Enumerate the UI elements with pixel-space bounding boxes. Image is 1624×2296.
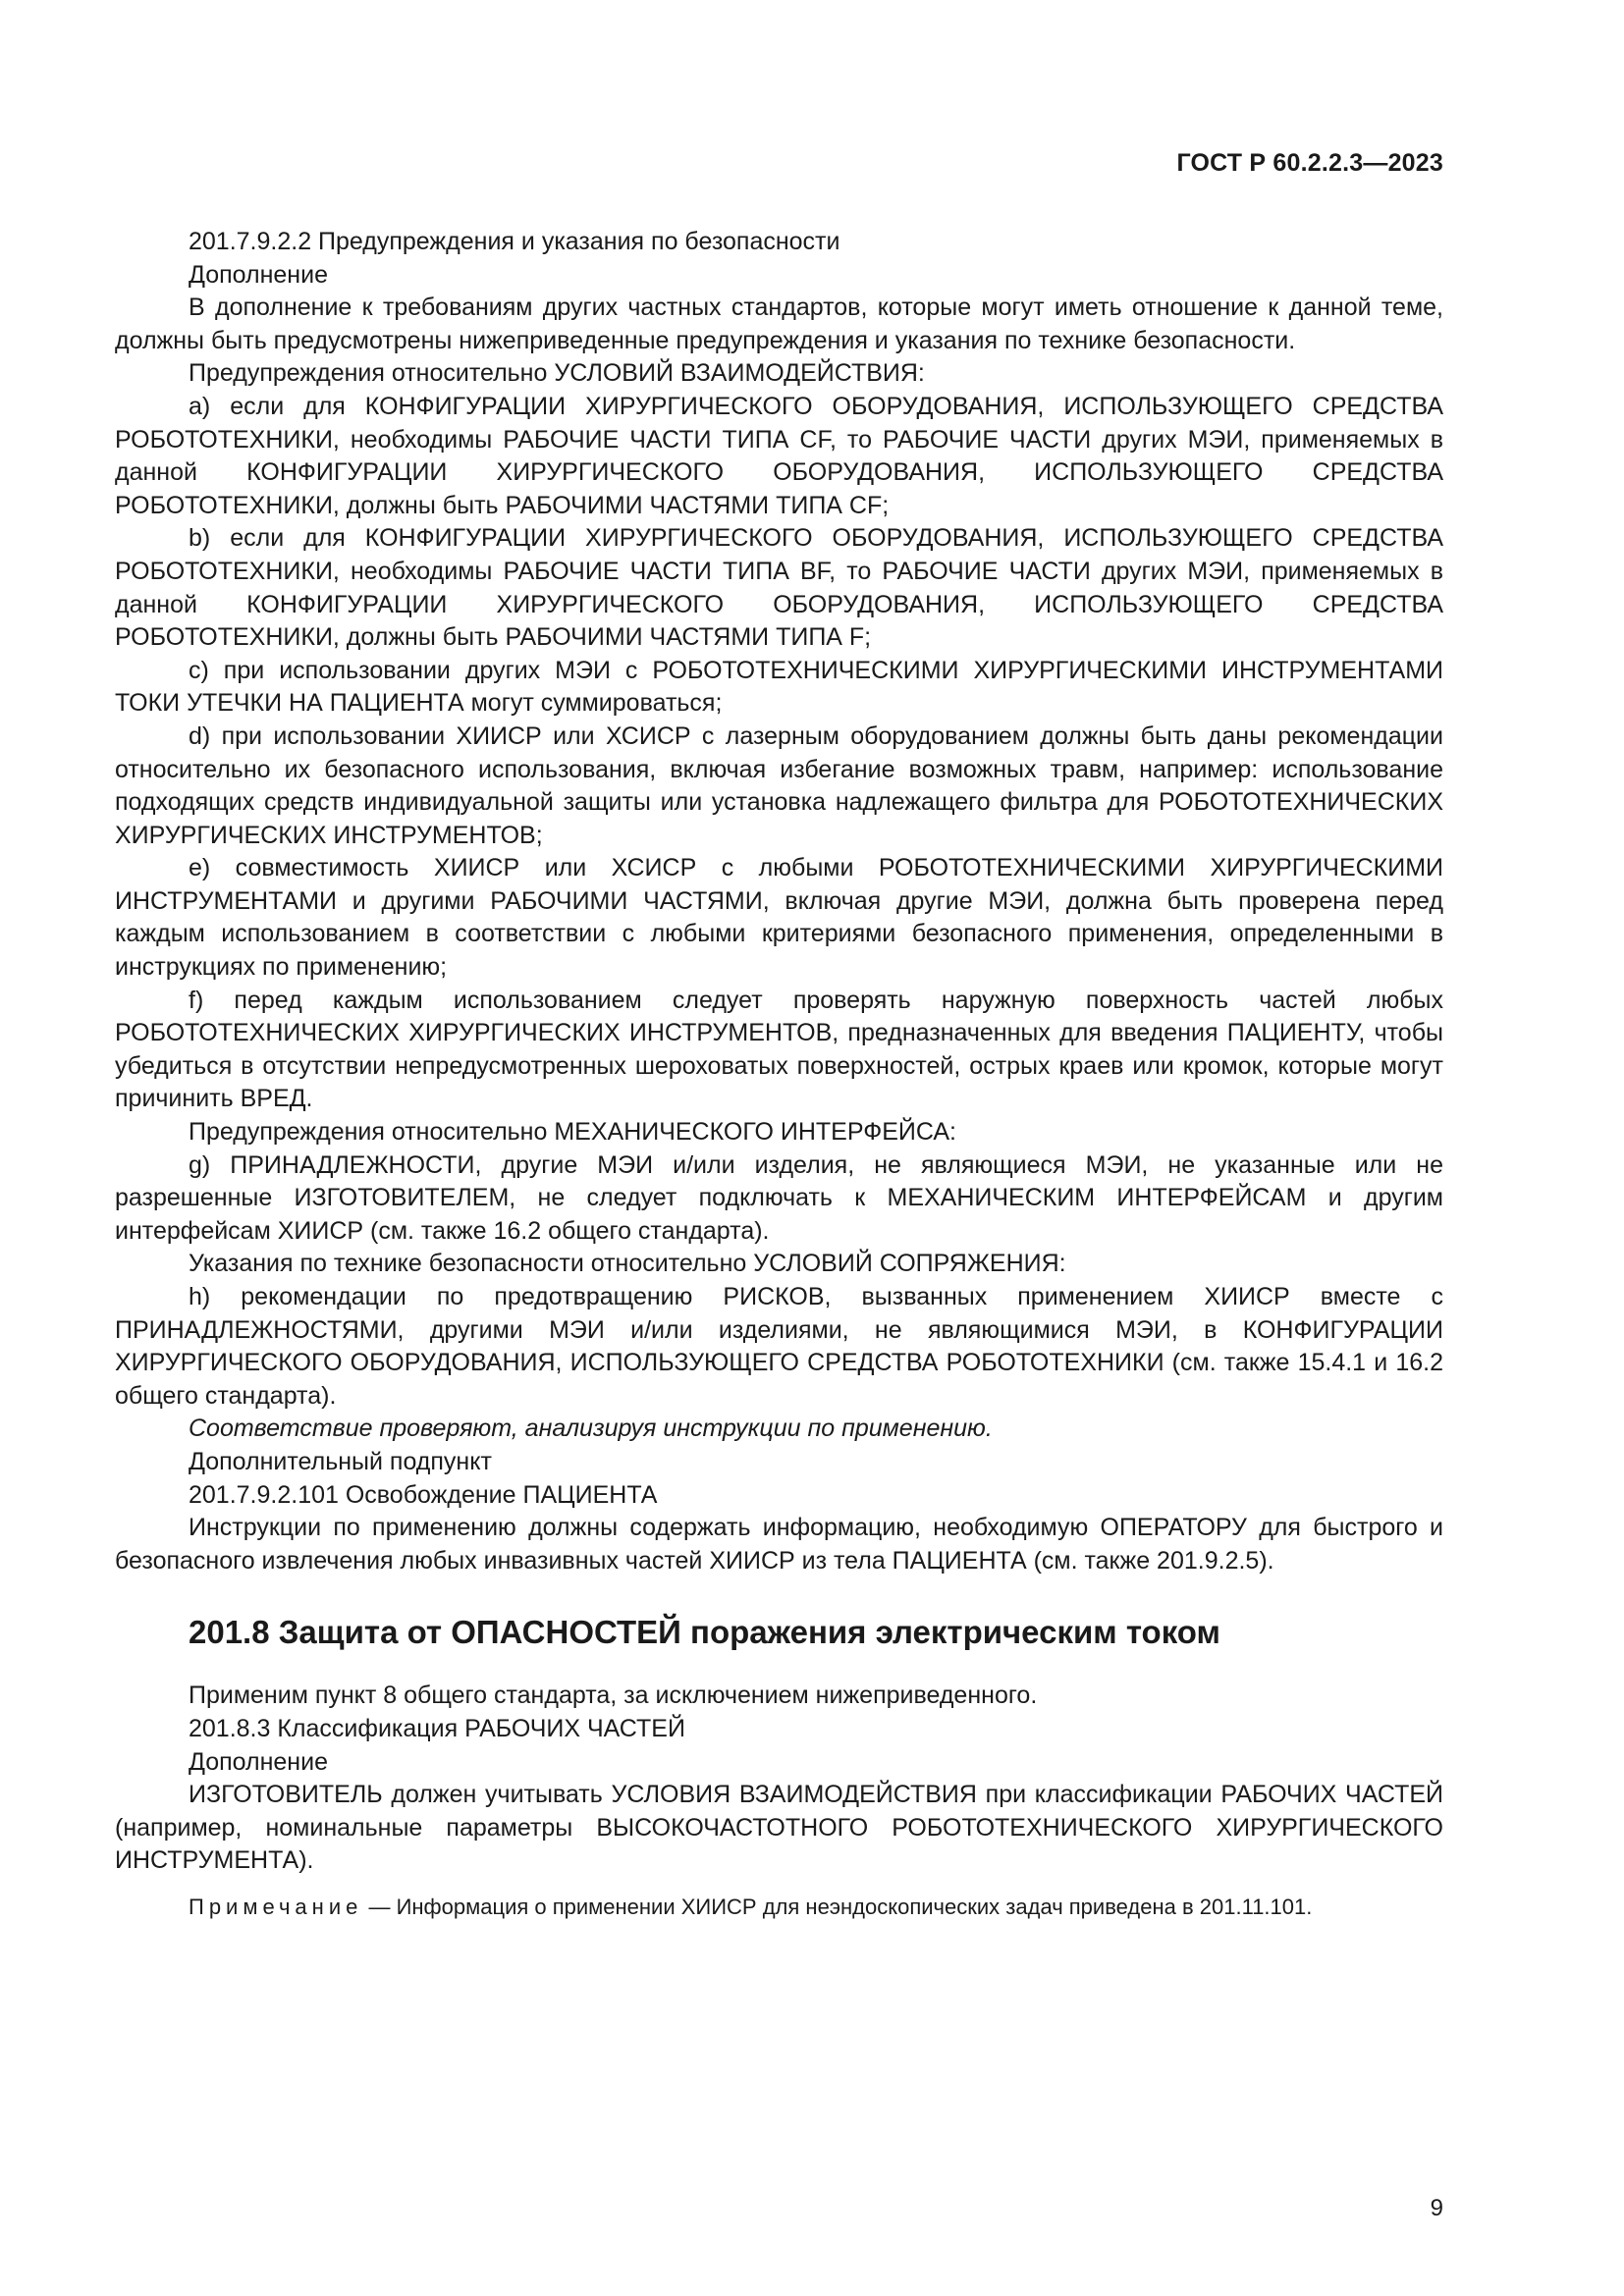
page-content	[115, 226, 1443, 1922]
clause-title: 201.8.3 Классификация РАБОЧИХ ЧАСТЕЙ	[189, 1714, 685, 1742]
paragraph: Дополнение	[189, 1747, 328, 1776]
list-item-h: h) рекомендации по предотвращению РИСКОВ, вызванных применением ХИИСР вместе с ПРИНАДЛЕЖНОСТЯМИ, другими МЭИ и/или изделиями, не являющимися МЭИ, в КОНФИГУРАЦИИ ХИРУРГИЧЕСКОГО ОБОРУДОВАНИЯ, ИСПОЛЬЗУЮЩЕГО СРЕДСТВА РОБОТОТЕХНИКИ (см. также 15.4.1 и 16.2 общего стандарта).	[115, 1283, 1443, 1410]
clause-title: 201.7.9.2.2 Предупреждения и указания по безопасности	[189, 228, 840, 255]
list-item-b: b) если для КОНФИГУРАЦИИ ХИРУРГИЧЕСКОГО ОБОРУДОВАНИЯ, ИСПОЛЬЗУЮЩЕГО СРЕДСТВА РОБОТОТЕХНИКИ, необходимы РАБОЧИЕ ЧАСТИ ТИПА BF, то РАБОЧИЕ ЧАСТИ других МЭИ, применяемых в данной КОНФИГУРАЦИИ ХИРУРГИЧЕСКОГО ОБОРУДОВАНИЯ, ИСПОЛЬЗУЮЩЕГО СРЕДСТВА РОБОТОТЕХНИКИ, должны быть РАБОЧИМИ ЧАСТЯМИ ТИПА F;	[115, 524, 1443, 652]
list-item-a: a) если для КОНФИГУРАЦИИ ХИРУРГИЧЕСКОГО ОБОРУДОВАНИЯ, ИСПОЛЬЗУЮЩЕГО СРЕДСТВА РОБОТОТЕХНИКИ, необходимы РАБОЧИЕ ЧАСТИ ТИПА CF, то РАБОЧИЕ ЧАСТИ других МЭИ, применяемых в данной КОНФИГУРАЦИИ ХИРУРГИЧЕСКОГО ОБОРУДОВАНИЯ, ИСПОЛЬЗУЮЩЕГО СРЕДСТВА РОБОТОТЕХНИКИ, должны быть РАБОЧИМИ ЧАСТЯМИ ТИПА CF;	[115, 392, 1443, 519]
paragraph: Дополнение	[189, 260, 328, 289]
paragraph: Предупреждения относительно МЕХАНИЧЕСКОГО ИНТЕРФЕЙСА:	[189, 1118, 956, 1147]
paragraph: Инструкции по применению должны содержать информацию, необходимую ОПЕРАТОРУ для быстрого и безопасного извлечения любых инвазивных частей ХИИСР из тела ПАЦИЕНТА (см. также 201.9.2.5).	[115, 1514, 1443, 1575]
list-item-d: d) при использовании ХИИСР или ХСИСР с лазерным оборудованием должны быть даны рекомендации относительно их безопасного использования, включая избегание возможных травм, например: использование подходящих средств индивидуальной защиты или установка надлежащего фильтра для РОБОТОТЕХНИЧЕСКИХ ХИРУРГИЧЕСКИХ ИНСТРУМЕНТОВ;	[115, 721, 1443, 849]
compliance-statement: Соответствие проверяют, анализируя инструкции по применению.	[189, 1415, 993, 1443]
document-code: ГОСТ Р 60.2.2.3—2023	[1176, 149, 1443, 177]
list-item-c: c) при использовании других МЭИ с РОБОТОТЕХНИЧЕСКИМИ ХИРУРГИЧЕСКИМИ ИНСТРУМЕНТАМИ ТОКИ УТЕЧКИ НА ПАЦИЕНТА могут суммироваться;	[115, 656, 1443, 718]
paragraph: ИЗГОТОВИТЕЛЬ должен учитывать УСЛОВИЯ ВЗАИМОДЕЙСТВИЯ при классификации РАБОЧИХ ЧАСТЕЙ (например, номинальные параметры ВЫСОКОЧАСТОТНОГО РОБОТОТЕХНИЧЕСКОГО ХИРУРГИЧЕСКОГО ИНСТРУМЕНТА).	[115, 1781, 1443, 1875]
note-text: — Информация о применении ХИИСР для неэндоскопических задач приведена в 201.11.101.	[362, 1894, 1313, 1919]
paragraph: Указания по технике безопасности относительно УСЛОВИЙ СОПРЯЖЕНИЯ:	[189, 1250, 1066, 1278]
list-item-f: f) перед каждым использованием следует проверять наружную поверхность частей любых РОБОТОТЕХНИЧЕСКИХ ХИРУРГИЧЕСКИХ ИНСТРУМЕНТОВ, предназначенных для введения ПАЦИЕНТУ, чтобы убедиться в отсутствии непредусмотренных шероховатых поверхностей, острых краев или кромок, которые могут причинить ВРЕД.	[115, 986, 1443, 1113]
note	[115, 1892, 1443, 1922]
page-number: 9	[1430, 2195, 1443, 2221]
paragraph: Дополнительный подпункт	[189, 1447, 492, 1475]
list-item-g: g) ПРИНАДЛЕЖНОСТИ, другие МЭИ и/или изделия, не являющиеся МЭИ, не указанные или не разрешенные ИЗГОТОВИТЕЛЕМ, не следует подключать к МЕХАНИЧЕСКИМ ИНТЕРФЕЙСАМ и другим интерфейсам ХИИСР (см. также 16.2 общего стандарта).	[115, 1150, 1443, 1245]
paragraph: Применим пункт 8 общего стандарта, за исключением нижеприведенного.	[189, 1682, 1038, 1710]
paragraph: Предупреждения относительно УСЛОВИЙ ВЗАИМОДЕЙСТВИЯ:	[189, 359, 925, 388]
clause-title: 201.7.9.2.101 Освобождение ПАЦИЕНТА	[189, 1480, 658, 1509]
paragraph: В дополнение к требованиям других частных стандартов, которые могут иметь отношение к данной теме, должны быть предусмотрены нижеприведенные предупреждения и указания по технике безопасности.	[115, 294, 1443, 354]
note-label: Примечание	[189, 1894, 363, 1919]
list-item-e: e) совместимость ХИИСР или ХСИСР с любыми РОБОТОТЕХНИЧЕСКИМИ ХИРУРГИЧЕСКИМИ ИНСТРУМЕНТАМИ и другими РАБОЧИМИ ЧАСТЯМИ, включая другие МЭИ, должна быть проверена перед каждым использованием в соответствии с любыми критериями безопасного применения, определенными в инструкциях по применению;	[115, 854, 1443, 982]
section-heading: 201.8 Защита от ОПАСНОСТЕЙ поражения электрическим током	[189, 1614, 1220, 1651]
